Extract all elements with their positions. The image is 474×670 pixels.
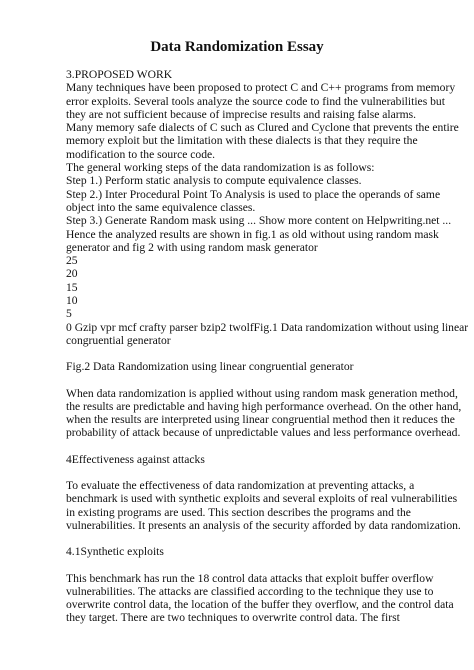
text-line: Many techniques have been proposed to protect C and C++ programs from memory (66, 81, 456, 95)
text-line: 10 (66, 294, 78, 308)
paragraph-gap (66, 559, 434, 572)
text-line: congruential generator (66, 333, 171, 347)
text-line: 5 (66, 307, 72, 321)
paragraph (66, 360, 434, 373)
paragraph-gap (66, 532, 434, 545)
document-body (66, 68, 469, 625)
text-line: they target. There are two techniques to overwrite control data. The first (66, 611, 400, 625)
paragraph (66, 68, 469, 347)
text-line: This benchmark has run the 18 control data attacks that exploit buffer overflow (66, 571, 434, 585)
paragraph (66, 479, 461, 532)
text-line: 25 (66, 254, 78, 268)
paragraph-gap (66, 374, 434, 387)
paragraph (66, 545, 434, 558)
text-line: Hence the analyzed results are shown in fig.1 as old without using random mask (66, 227, 439, 241)
text-line: 4Effectiveness against attacks (66, 452, 205, 466)
text-line: the results are predictable and having high performance overhead. On the other hand, (66, 399, 462, 413)
text-line: Fig.2 Data Randomization using linear congruential generator (66, 360, 354, 374)
text-line: 4.1Synthetic exploits (66, 545, 164, 559)
paragraph-gap (66, 466, 434, 479)
paragraph-gap (66, 440, 434, 453)
text-line: vulnerabilities. The attacks are classified according to the technique they use to (66, 584, 434, 598)
text-line: memory exploit but the limitation with these dialects is that they require the (66, 134, 418, 148)
text-line: Step 2.) Inter Procedural Point To Analysis is used to place the operands of same (66, 187, 441, 201)
text-line: The general working steps of the data randomization is as follows: (66, 161, 375, 175)
text-line: Step 3.) Generate Random mask using ... Show more content on Helpwriting.net ... (66, 214, 452, 228)
text-line: 0 Gzip vpr mcf crafty parser bzip2 twolfFig.1 Data randomization without using linear (66, 320, 469, 334)
text-line: benchmark is used with synthetic exploits and several exploits of real vulnerabilities (66, 492, 458, 506)
paragraph (66, 386, 462, 440)
text-line: generator and fig 2 with using random mask generator (66, 240, 318, 254)
text-line: When data randomization is applied without using random mask generation method, (66, 386, 458, 400)
text-line: error exploits. Several tools analyze the source code to find the vulnerabilities but (66, 94, 445, 108)
paragraph-gap (66, 347, 434, 360)
text-line: they are not sufficient because of imprecise results and raising false alarms. (66, 107, 417, 121)
paragraph (66, 453, 434, 466)
text-line: modification to the source code. (66, 147, 216, 161)
text-line: Many memory safe dialects of C such as Clured and Cyclone that prevents the entire (66, 121, 459, 135)
paragraph (66, 571, 454, 625)
text-line: object into the same equivalence classes. (66, 200, 256, 214)
text-line: 15 (66, 280, 78, 294)
document-title: Data Randomization Essay (150, 39, 324, 55)
text-line: when the results are interpreted using linear congruential method then it reduces the (66, 413, 455, 427)
text-line: 3.PROPOSED WORK (66, 68, 173, 81)
text-line: in existing programs are used. This section describes the programs and the (66, 505, 411, 519)
text-line: Step 1.) Perform static analysis to compute equivalence classes. (66, 174, 362, 188)
text-line: overwrite control data, the location of the buffer they overflow, and the control data (66, 598, 454, 612)
text-line: 20 (66, 267, 78, 281)
text-line: vulnerabilities. It presents an analysis of the security afforded by data randomization. (66, 518, 461, 532)
text-line: To evaluate the effectiveness of data randomization at preventing attacks, a (66, 479, 415, 493)
text-line: probability of attack because of unpredictable values and less performance overhead. (66, 426, 461, 440)
